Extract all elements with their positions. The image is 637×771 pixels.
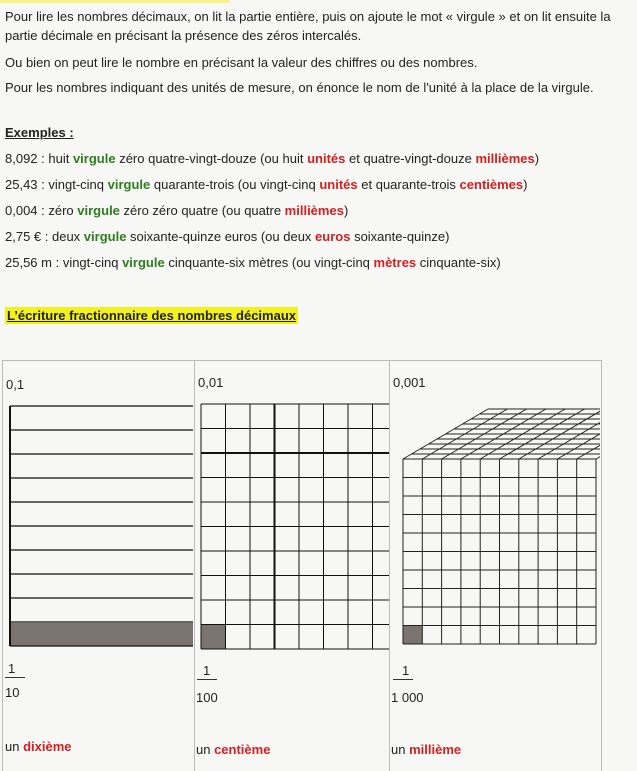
- example-line: [5, 175, 625, 194]
- denominator: 10: [5, 685, 20, 700]
- shaded-thousandth: [403, 626, 422, 645]
- text: huit: [44, 151, 73, 166]
- intro-paragraph-3: Pour les nombres indiquant des unités de mesure, on énonce le nom de l'unité à la place de la virgule.: [5, 80, 594, 95]
- virgule-word: virgule: [107, 177, 151, 192]
- numerator: 1: [8, 661, 16, 676]
- text: zéro: [44, 203, 78, 218]
- prefix: un: [5, 739, 24, 754]
- column-tenth: [3, 361, 195, 771]
- shaded-tenth: [10, 623, 193, 646]
- unit-name: millième: [409, 742, 462, 757]
- denominator: 1 000: [391, 690, 424, 705]
- text: ): [343, 203, 349, 218]
- unit-word: centièmes: [459, 177, 524, 192]
- text: quarante-trois (ou vingt-cinq: [150, 177, 320, 192]
- virgule-word: virgule: [77, 203, 120, 218]
- text: et quatre-vingt-douze: [345, 151, 476, 166]
- highlight-strip: [0, 0, 230, 3]
- text: cinquante-six mètres (ou vingt-cinq: [164, 255, 374, 270]
- example-number: 25,43 :: [5, 177, 45, 192]
- fraction-bar: [197, 679, 217, 680]
- column-label: 0,001: [393, 375, 426, 390]
- text: soixante-quinze euros (ou deux: [126, 229, 316, 244]
- example-line: [5, 201, 625, 220]
- section-heading-text: L’écriture fractionnaire des nombres décimaux: [7, 308, 296, 323]
- virgule-word: virgule: [72, 151, 116, 166]
- column-label: 0,01: [198, 375, 224, 390]
- section-heading: [5, 306, 298, 325]
- unit-word: unités: [307, 151, 346, 166]
- fraction-table: [2, 360, 602, 771]
- tenth-diagram: [3, 391, 194, 691]
- examples-heading: Exemples :: [5, 125, 74, 140]
- example-line: [5, 253, 625, 272]
- unit-word: euros: [315, 229, 351, 244]
- text: cinquante-six): [416, 255, 501, 270]
- unit-word: millièmes: [475, 151, 535, 166]
- unit-word: mètres: [373, 255, 417, 270]
- text: ): [534, 151, 540, 166]
- text: ): [523, 177, 528, 192]
- denominator: 100: [196, 690, 218, 705]
- text: et quarante-trois: [357, 177, 460, 192]
- shaded-hundredth: [201, 625, 226, 650]
- virgule-word: virgule: [83, 229, 127, 244]
- text: zéro zéro quatre (ou quatre: [119, 203, 285, 218]
- example-number: 0,004 :: [5, 203, 45, 218]
- thousandth-cube-diagram: [390, 391, 600, 691]
- fraction-bar: [5, 677, 25, 678]
- numerator: 1: [402, 663, 410, 678]
- unit-name: centième: [214, 742, 271, 757]
- prefix: un: [196, 742, 215, 757]
- virgule-word: virgule: [122, 255, 165, 270]
- example-number: 2,75 € :: [5, 229, 49, 244]
- example-number: 25,56 m :: [5, 255, 60, 270]
- example-line: [5, 227, 625, 246]
- intro-paragraph-2: Ou bien on peut lire le nombre en précisant la valeur des chiffres ou des nombres.: [5, 55, 478, 70]
- example-line: [5, 149, 625, 168]
- text: vingt-cinq: [44, 177, 108, 192]
- column-label: 0,1: [6, 377, 25, 392]
- prefix: un: [391, 742, 410, 757]
- text: zéro quatre-vingt-douze (ou huit: [115, 151, 308, 166]
- text: deux: [48, 229, 84, 244]
- column-thousandth: [390, 361, 600, 771]
- unit-word: millièmes: [284, 203, 344, 218]
- numerator: 1: [203, 663, 211, 678]
- example-number: 8,092 :: [5, 151, 45, 166]
- intro-paragraph-1: Pour lire les nombres décimaux, on lit la partie entière, puis on ajoute le mot « virgule » et on lit ensuite la partie décimale en précisant la présence des zéros intercalés.: [5, 9, 611, 43]
- text: vingt-cinq: [59, 255, 123, 270]
- fraction-bar: [393, 679, 413, 680]
- unit-word: unités: [319, 177, 358, 192]
- unit-name: dixième: [23, 739, 72, 754]
- hundredth-diagram: [195, 391, 389, 691]
- text: soixante-quinze): [350, 229, 450, 244]
- column-hundredth: [195, 361, 390, 771]
